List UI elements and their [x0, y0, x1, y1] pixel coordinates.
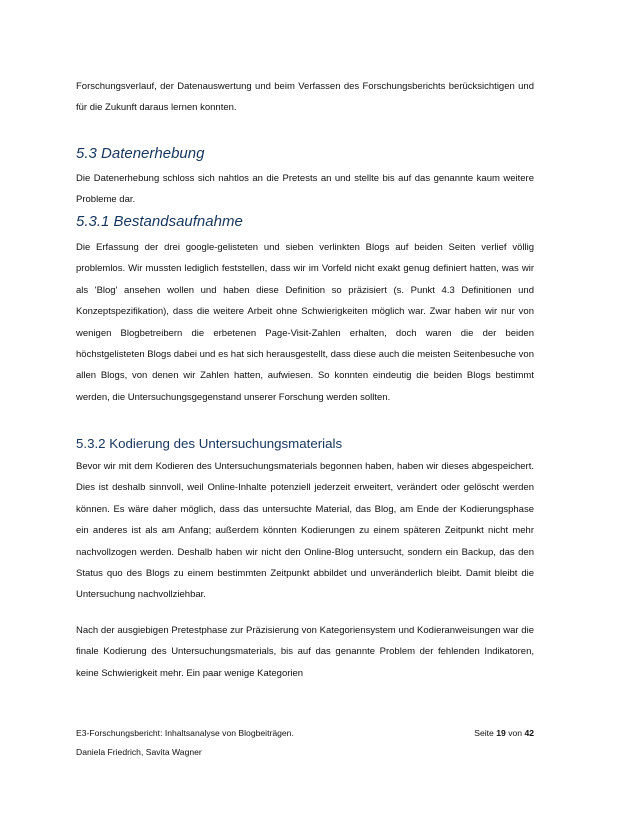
section-heading-5-3-2: 5.3.2 Kodierung des Untersuchungsmaterials [76, 436, 343, 451]
page-separator: von [508, 728, 523, 738]
page-footer [76, 727, 534, 759]
footer-page-number [474, 727, 534, 740]
section-heading-5-3-1: 5.3.1 Bestandsaufnahme [76, 213, 243, 230]
kodierung-paragraph-1: Bevor wir mit dem Kodieren des Untersuchungsmaterials begonnen haben, haben wir dieses abgespeichert. Dies ist deshalb sinnvoll, weil Online-Inhalte potenziell jederzeit erweitert, verändert oder gelöscht werden können. Es wäre daher möglich, dass das untersuchte Material, das Blog, am Ende der Kodierungsphase ein anderes ist als am Anfang; außerdem könnten Kodierungen zu einem späteren Zeitpunkt nicht mehr nachvollzogen werden. Deshalb haben wir nicht den Online-Blog untersucht, sondern ein Backup, das den Status quo des Blogs zu einem bestimmten Zeitpunkt abbildet und unveränderlich bleibt. Damit bleibt die Untersuchung nachvollziehbar. [76, 461, 534, 601]
page-total: 42 [524, 728, 534, 738]
datenerhebung-paragraph: Die Datenerhebung schloss sich nahtlos an die Pretests an und stellte bis auf das genannte kaum weitere Probleme dar. [76, 173, 534, 206]
footer-report-title: E3-Forschungsbericht: Inhaltsanalyse von Blogbeiträgen. [76, 728, 294, 738]
footer-authors: Daniela Friedrich, Savita Wagner [76, 747, 202, 757]
footer-first-line [76, 727, 534, 740]
page-current: 19 [496, 728, 506, 738]
page-prefix: Seite [474, 728, 494, 738]
kodierung-paragraph-2: Nach der ausgiebigen Pretestphase zur Präzisierung von Kategoriensystem und Kodieranweisungen war die finale Kodierung des Untersuchungsmaterials, bis auf das genannte Problem der fehlenden Indikatoren, keine Schwierigkeit mehr. Ein paar wenige Kategorien [76, 625, 534, 679]
section-heading-5-3: 5.3 Datenerhebung [76, 145, 205, 162]
bestandsaufnahme-paragraph: Die Erfassung der drei google-gelisteten und sieben verlinkten Blogs auf beiden Seiten verlief völlig problemlos. Wir mussten lediglich feststellen, dass wir im Vorfeld nicht exakt genug definiert hatten, was wir als 'Blog' ansehen wollen und haben diese Definition so präzisiert (s. Punkt 4.3 Definitionen und Konzeptspezifikation), dass die weitere Arbeit ohne Schwierigkeiten möglich war. Zwar haben wir nur von wenigen Blogbetreibern die erbetenen Page-Visit-Zahlen erhalten, doch waren die der beiden höchstgelisteten Blogs dabei und es hat sich herausgestellt, dass diese auch die meisten Seitenbesuche von allen Blogs, von denen wir Zahlen hatten, aufwiesen. So konnten eindeutig die beiden Blogs bestimmt werden, die Untersuchungsgegenstand unserer Forschung werden sollten. [76, 242, 534, 403]
intro-paragraph: Forschungsverlauf, der Datenauswertung und beim Verfassen des Forschungsberichts berücksichtigen und für die Zukunft daraus lernen konnten. [76, 81, 534, 114]
